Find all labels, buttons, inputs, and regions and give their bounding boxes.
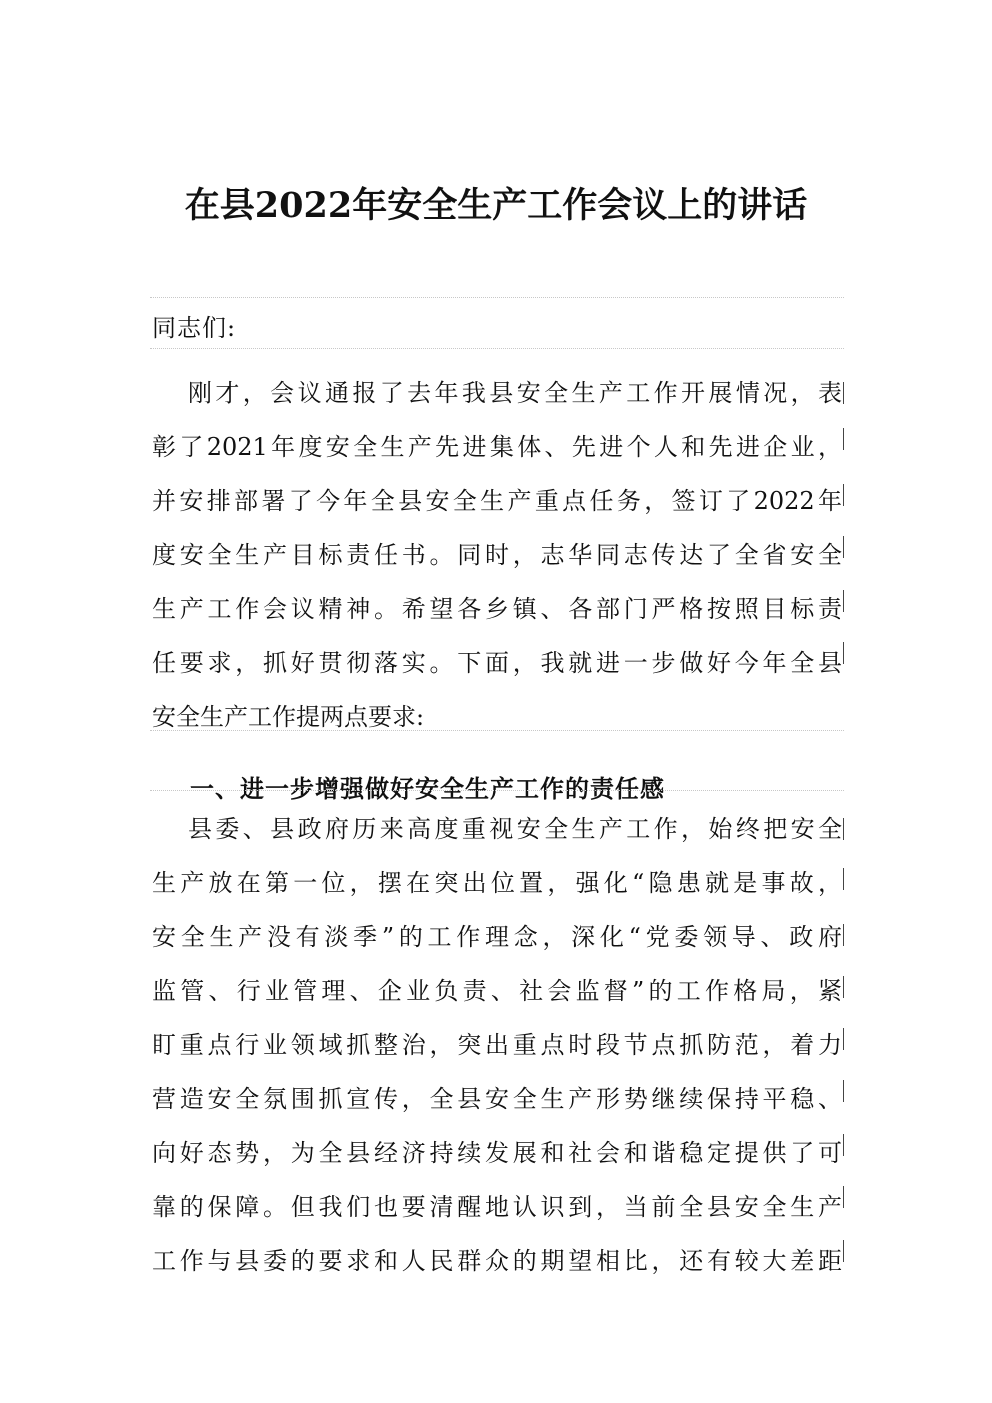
margin-mark [843, 590, 844, 612]
paragraph-line: 向好态势，为全县经济持续发展和社会和谐稳定提供了可 [152, 1139, 842, 1167]
paragraph-line: 度安全生产目标责任书。同时，志华同志传达了全省安全 [152, 541, 842, 569]
paragraph-line: 监管、行业管理、企业负责、社会监督”的工作格局，紧 [152, 977, 842, 1005]
margin-mark [843, 1028, 844, 1050]
margin-mark [843, 818, 844, 840]
margin-mark [843, 1186, 844, 1208]
paragraph-line: 生产工作会议精神。希望各乡镇、各部门严格按照目标责 [152, 595, 842, 623]
divider [150, 730, 844, 731]
paragraph-line: 彰了2021年度安全生产先进集体、先进个人和先进企业， [152, 433, 842, 461]
paragraph-line: 盯重点行业领域抓整治，突出重点时段节点抓防范，着力 [152, 1031, 842, 1059]
margin-mark [843, 976, 844, 998]
divider [150, 348, 844, 349]
margin-mark [843, 1240, 844, 1262]
paragraph-line: 靠的保障。但我们也要清醒地认识到，当前全县安全生产 [152, 1193, 842, 1221]
margin-mark [843, 1080, 844, 1102]
paragraph-line: 生产放在第一位，摆在突出位置，强化“隐患就是事故， [152, 869, 842, 897]
paragraph-2 [152, 802, 842, 1288]
margin-mark [843, 642, 844, 664]
document-title: 在县2022年安全生产工作会议上的讲话 [184, 185, 808, 227]
paragraph-line: 任要求，抓好贯彻落实。下面，我就进一步做好今年全县 [152, 649, 842, 677]
paragraph-line: 并安排部署了今年全县安全生产重点任务，签订了2022年 [152, 487, 842, 515]
paragraph-line: 工作与县委的要求和人民群众的期望相比，还有较大差距 [152, 1247, 842, 1275]
margin-mark [843, 924, 844, 946]
paragraph-line: 县委、县政府历来高度重视安全生产工作，始终把安全 [188, 815, 842, 843]
paragraph-line: 安全生产工作提两点要求: [152, 703, 425, 731]
margin-mark [843, 1134, 844, 1156]
margin-mark [843, 428, 844, 450]
paragraph-1 [152, 366, 842, 744]
margin-mark [843, 484, 844, 506]
divider [150, 297, 844, 298]
section-heading-1: 一、进一步增强做好安全生产工作的责任感 [190, 773, 665, 803]
paragraph-line: 刚才，会议通报了去年我县安全生产工作开展情况，表 [188, 379, 842, 407]
margin-mark [843, 536, 844, 558]
paragraph-line: 安全生产没有淡季”的工作理念，深化“党委领导、政府 [152, 923, 842, 951]
paragraph-line: 营造安全氛围抓宣传，全县安全生产形势继续保持平稳、 [152, 1085, 842, 1113]
margin-mark [843, 382, 844, 404]
margin-mark [843, 868, 844, 890]
salutation: 同志们: [152, 314, 237, 342]
divider [150, 790, 844, 791]
